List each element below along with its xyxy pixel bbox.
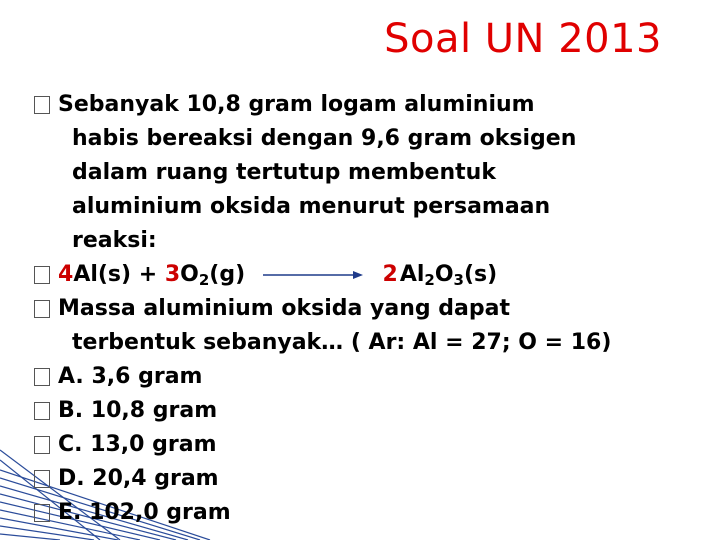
reaction-equation [58,258,497,292]
option-text: 10,8 gram [90,398,218,423]
product-symbol: Al [399,262,425,287]
state: (g) [209,262,246,287]
option-text: 3,6 gram [91,364,203,389]
option-label: E. [58,500,82,525]
option-label: B. [58,398,84,423]
option-label: A. [58,364,84,389]
bullet-icon [34,368,50,386]
bullet-icon [34,402,50,420]
bullet-icon [34,300,50,318]
question-content [30,88,700,530]
bullet-equation [30,258,700,292]
state: (s) [463,262,498,287]
slide-title: Soal UN 2013 [384,16,662,62]
option-label: C. [58,432,83,457]
reactant: Al(s) + [73,262,165,287]
question-line: dalam ruang tertutup membentuk [72,160,496,185]
option-label: D. [58,466,85,491]
bullet-question [30,88,700,122]
bullet-icon [34,504,50,522]
bullet-icon [34,436,50,454]
coefficient: 2 [382,262,398,287]
question-line: reaksi: [72,228,157,253]
option-a [30,360,700,394]
bullet-prompt [30,292,700,326]
question-line: habis bereaksi dengan 9,6 gram oksigen [72,126,577,151]
bullet-icon [34,96,50,114]
subscript: 2 [424,271,435,289]
bullet-icon [34,266,50,284]
option-text: 20,4 gram [92,466,219,491]
coefficient: 3 [164,262,181,287]
bullet-icon [34,470,50,488]
question-line: Sebanyak 10,8 gram logam aluminium [58,92,535,117]
subscript: 2 [198,271,210,289]
option-e [30,496,700,530]
option-b [30,394,700,428]
subscript: 3 [453,271,464,289]
product-symbol: O [434,262,454,287]
option-c [30,428,700,462]
option-text: 102,0 gram [89,500,231,525]
reaction-arrow-icon [263,269,363,281]
option-d [30,462,700,496]
prompt-line: terbentuk sebanyak… ( Ar: Al = 27; O = 16) [72,330,612,355]
question-line: aluminium oksida menurut persamaan [72,194,551,219]
reactant-symbol: O [180,262,199,287]
prompt-line: Massa aluminium oksida yang dapat [58,296,510,321]
coefficient: 4 [58,262,74,287]
option-text: 13,0 gram [90,432,217,457]
